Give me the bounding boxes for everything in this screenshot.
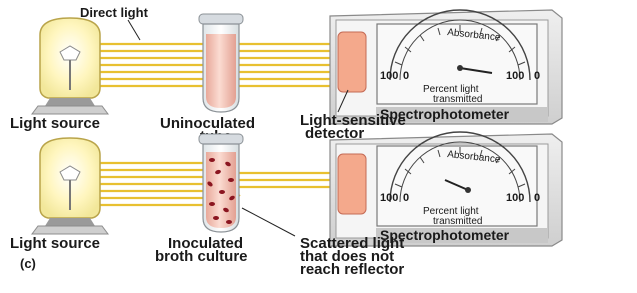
transmitted-light-beams [237,173,338,187]
percent-transmitted-line2-bottom: transmitted [433,216,483,227]
light-source-label-top: Light source [10,115,101,132]
spectrophotometer-top [330,10,562,124]
detector-label-line1: Light-sensitive [300,112,406,129]
light-source-bulb [32,18,108,114]
bottom-panel [10,132,562,278]
uninoculated-label-line1: Uninoculated [160,115,256,132]
absorbance-label: Absorbance [446,27,501,44]
spectrophotometer-label-bottom: Spectrophotometer [380,227,510,243]
incident-light-beams [95,163,205,205]
dial-right-outer: 0 [534,70,541,82]
direct-light-label: Direct light [80,5,148,20]
light-source-label-bottom: Light source [10,235,101,252]
dial-right-outer-bottom: 0 [534,192,541,204]
uninoculated-tube [199,14,243,112]
dial-left-outer: 100 [380,70,399,82]
light-sensitive-detector-bottom [338,154,366,214]
absorbance-label-bottom: Absorbance [446,149,501,166]
scattered-label-line1: Scattered light [300,235,405,252]
light-sensitive-detector [338,32,366,92]
dial-left-inner-bottom: 0 [403,192,410,204]
inoculated-label-line1: Inoculated [168,235,244,252]
dial-right-inner-bottom: 100 [506,192,525,204]
percent-transmitted-line2: transmitted [433,94,483,105]
scattered-label-line3: reach reflector [300,261,405,278]
spectrophotometer-bottom [330,132,562,246]
top-panel [10,5,562,145]
dial-left-outer-bottom: 100 [380,192,399,204]
detector-label-line2: detector [305,125,365,142]
light-source-bulb-bottom [32,138,108,234]
scattered-label-line2: that does not [300,248,395,265]
percent-transmitted-line1-bottom: Percent light [423,206,479,217]
panel-label: (c) [20,256,36,271]
inoculated-tube [199,134,243,232]
dial-left-inner: 0 [403,70,410,82]
inoculated-label-line2: broth culture [155,248,248,265]
dial-right-inner: 100 [506,70,525,82]
percent-transmitted-line1: Percent light [423,84,479,95]
spectrophotometer-label-top: Spectrophotometer [380,106,510,122]
